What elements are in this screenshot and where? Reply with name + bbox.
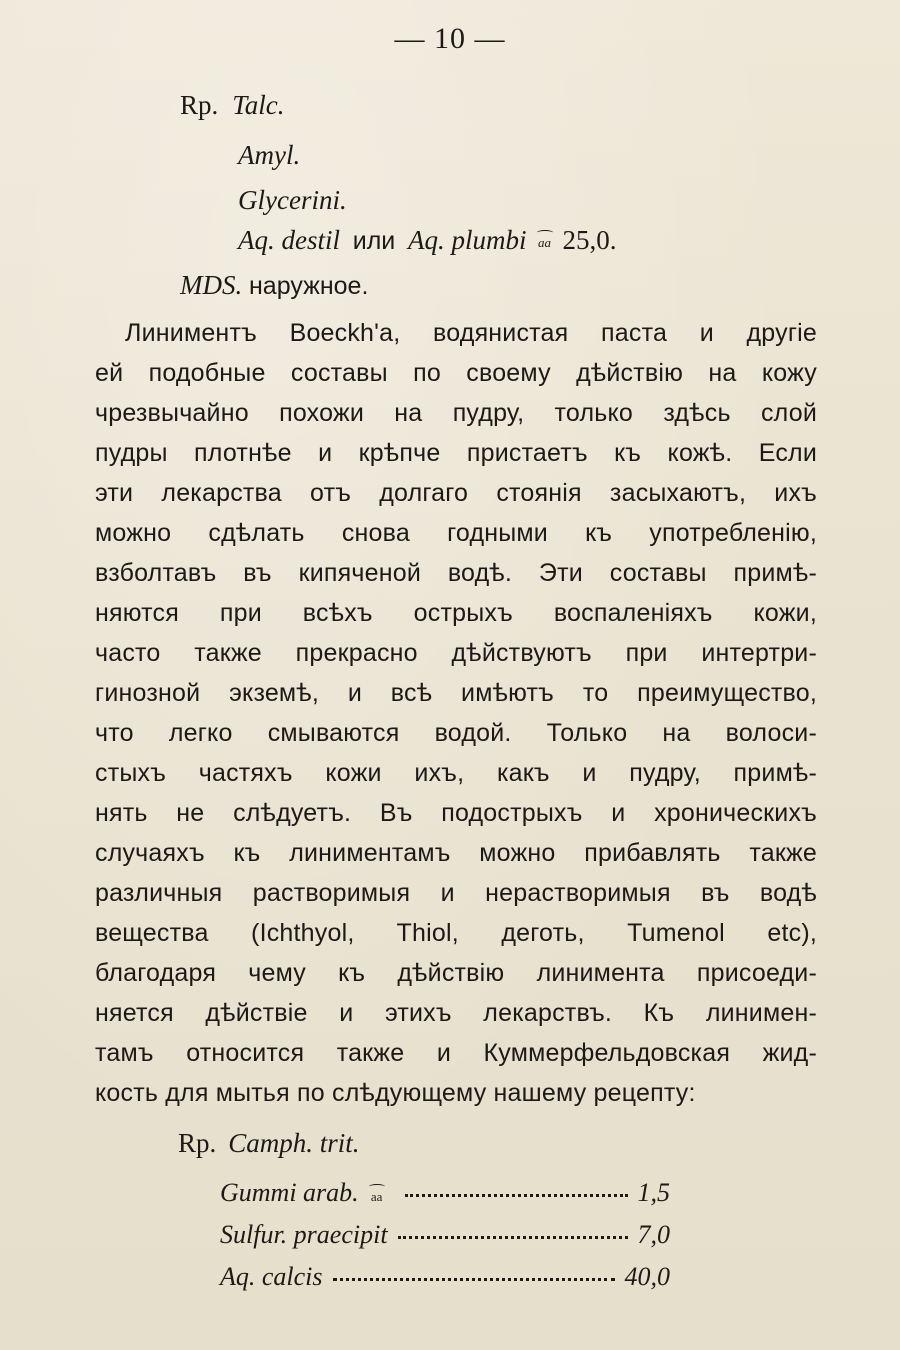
recipe1-ingredient-talc: Talc. [232, 90, 285, 120]
recipe2-first-line [178, 1128, 360, 1159]
recipe1-mds-text: наружное. [249, 272, 369, 300]
recipe2-row-gummi [220, 1178, 670, 1208]
paragraph-line: вещества (Ichthyol, Thiol, деготь, Tumenol etc), [95, 919, 817, 947]
recipe1-rp-label: Rp. [180, 90, 219, 120]
recipe1-ingredient-amyl: Amyl. [238, 140, 301, 170]
recipe2-row-amount: 40,0 [624, 1262, 670, 1291]
recipe1-first-line [180, 90, 285, 121]
recipe2-row-amount: 1,5 [637, 1178, 670, 1207]
paragraph-line: различныя растворимыя и нерастворимыя въ водѣ [95, 879, 817, 907]
recipe2-row-aq-calcis [220, 1262, 670, 1292]
paragraph-line: можно сдѣлать снова годными къ употребленію, [95, 519, 817, 547]
recipe1-ingredient-glycerini: Glycerini. [238, 185, 347, 215]
recipe1-mds-label: MDS. [180, 270, 243, 300]
paragraph-line: ей подобные составы по своему дѣйствію на кожу [95, 359, 817, 387]
paragraph-line: няется дѣйствіе и этихъ лекарствъ. Къ линимен- [95, 999, 817, 1027]
leader-dots [405, 1194, 628, 1197]
paragraph-line: часто также прекрасно дѣйствуютъ при интертри- [95, 639, 817, 667]
paragraph-line: взболтавъ въ кипяченой водѣ. Эти составы примѣ- [95, 559, 817, 587]
paragraph-line: Линиментъ Boeckh'a, водянистая паста и другіе [125, 319, 817, 347]
paragraph-line: эти лекарства отъ долгаго стоянія засыхаютъ, ихъ [95, 479, 817, 507]
paragraph-line: чрезвычайно похожи на пудру, только здѣсь слой [95, 399, 817, 427]
leader-dots [398, 1236, 628, 1239]
paragraph-line: стыхъ частяхъ кожи ихъ, какъ и пудру, примѣ- [95, 759, 817, 787]
recipe2-camph: Camph. trit. [228, 1128, 360, 1158]
recipe2-row-sulfur [220, 1220, 670, 1250]
recipe1-ingredient-aq [238, 225, 617, 256]
recipe1-amount: 25,0. [562, 225, 617, 255]
paragraph-line: тамъ относится также и Куммерфельдовская жид- [95, 1039, 817, 1067]
leader-dots [333, 1278, 615, 1281]
recipe2-row-amount: 7,0 [637, 1220, 670, 1249]
recipe1-or-word: или [352, 227, 396, 255]
paragraph-line: няются при всѣхъ острыхъ воспаленіяхъ кожи, [95, 599, 817, 627]
recipe2-row-name: Gummi arab. [220, 1178, 359, 1207]
recipe2-row-name: Aq. calcis [220, 1262, 323, 1291]
recipe1-ana-sign: aa [535, 235, 555, 251]
paragraph-line: гинозной экземѣ, и всѣ имѣютъ то преимущество, [95, 679, 817, 707]
paragraph-line: нять не слѣдуетъ. Въ подострыхъ и хроническихъ [95, 799, 817, 827]
recipe1-aq-destil: Aq. destil [238, 225, 340, 255]
recipe2-rp-label: Rp. [178, 1128, 217, 1158]
paragraph-line: пудры плотнѣе и крѣпче пристаетъ къ кожѣ. Если [95, 439, 817, 467]
paragraph-line: кость для мытья по слѣдующему нашему рецепту: [95, 1079, 696, 1107]
paragraph-line: что легко смываются водой. Только на волоси- [95, 719, 817, 747]
recipe2-ana-sign: aa [367, 1189, 387, 1205]
paragraph-line: случаяхъ къ линиментамъ можно прибавлять также [95, 839, 817, 867]
paragraph-line: благодаря чему къ дѣйствію линимента присоеди- [95, 959, 817, 987]
recipe1-aq-plumbi: Aq. plumbi [408, 225, 527, 255]
recipe1-mds-line [180, 270, 368, 301]
main-paragraph [95, 313, 817, 1113]
recipe2-row-name: Sulfur. praecipit [220, 1220, 388, 1249]
page-number: — 10 — [394, 22, 506, 55]
